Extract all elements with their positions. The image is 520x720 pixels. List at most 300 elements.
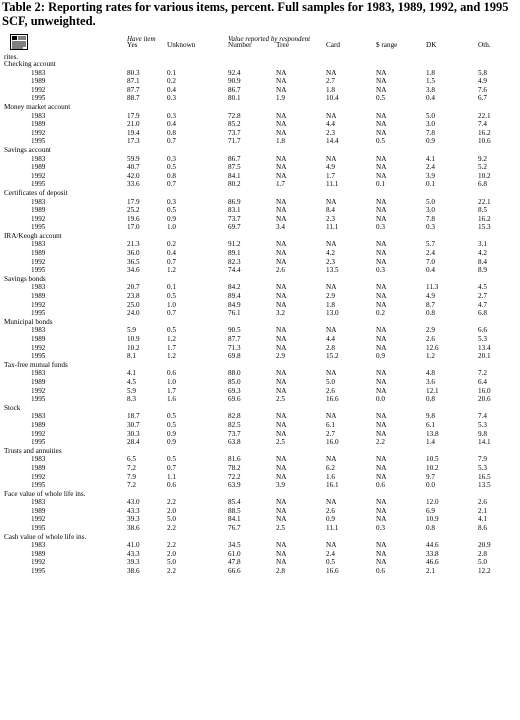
value-cell: 4.1 [127,369,136,378]
value-cell: 11.1 [326,524,339,533]
col-header-other: Oth. [478,41,491,49]
table-row [0,163,520,172]
value-cell: 71.7 [228,137,241,146]
year-cell: 1992 [31,300,46,309]
value-cell: NA [276,472,287,481]
table-row [0,283,520,292]
value-cell: 69.8 [228,352,241,361]
value-cell: 0.7 [167,463,176,472]
table-row [0,515,520,524]
value-cell: 7.6 [478,85,487,94]
table-row [0,481,520,490]
year-cell: 1995 [31,352,46,361]
value-cell: 0.9 [167,429,176,438]
value-cell: 0.3 [376,524,385,533]
table-row [0,309,520,318]
value-cell: 1.7 [326,171,335,180]
value-cell: 4.7 [478,300,487,309]
value-cell: 5.8 [478,68,487,77]
value-cell: 22.1 [478,111,491,120]
value-cell: 87.1 [127,77,140,86]
value-cell: 0.5 [376,94,385,103]
value-cell: 16.5 [478,472,491,481]
value-cell: 13.4 [478,343,491,352]
value-cell: NA [276,377,287,386]
table-row [0,94,520,103]
value-cell: 8.3 [127,395,136,404]
table-row [0,344,520,353]
year-cell: 1989 [31,292,46,301]
value-cell: 47.8 [228,558,241,567]
value-cell: 5.3 [478,463,487,472]
value-cell: NA [276,214,287,223]
value-cell: 4.8 [426,369,435,378]
value-cell: 69.3 [228,386,241,395]
year-cell: 1989 [31,377,46,386]
value-cell: NA [276,429,287,438]
value-cell: 0.6 [376,481,385,490]
value-cell: NA [276,85,287,94]
value-cell: 4.1 [478,515,487,524]
value-cell: 7.2 [478,369,487,378]
value-cell: 2.6 [426,335,435,343]
value-cell: 0.8 [167,128,176,137]
value-cell: 4.9 [478,77,487,86]
value-cell: 0.2 [167,77,176,86]
value-cell: NA [326,283,337,292]
value-cell: 8.9 [478,266,487,275]
value-cell: 10.9 [426,515,439,524]
value-cell: 66.6 [228,567,241,576]
value-cell: 7.0 [426,257,435,266]
value-cell: NA [326,412,337,421]
year-cell: 1983 [31,283,46,292]
value-cell: 0.4 [167,85,176,94]
value-cell: NA [376,326,387,335]
section-label: Savings bonds [4,274,46,283]
value-cell: 43.3 [127,506,140,515]
value-cell: NA [326,240,337,249]
value-cell: NA [376,300,387,309]
value-cell: 3.9 [426,171,435,180]
value-cell: 16.0 [326,438,339,447]
value-cell: NA [276,498,287,507]
value-cell: NA [326,111,337,120]
value-cell: 92.4 [228,68,241,77]
value-cell: 2.7 [326,77,335,86]
value-cell: 61.0 [228,549,241,558]
value-cell: 2.9 [276,352,285,361]
table-row [0,464,520,473]
year-cell: 1983 [31,541,46,550]
value-cell: 2.6 [478,498,487,507]
value-cell: 0.9 [326,515,335,524]
table-row [0,198,520,207]
value-cell: 1.2 [167,335,176,343]
value-cell: 9.8 [478,429,487,438]
table-row [0,524,520,533]
value-cell: 16.1 [326,481,339,490]
table-row [0,378,520,387]
value-cell: 88.0 [228,369,241,378]
value-cell: 6.9 [426,506,435,515]
table-row [0,301,520,310]
value-cell: 0.5 [167,326,176,335]
value-cell: NA [276,335,287,343]
table-row [0,430,520,439]
value-cell: 17.9 [127,111,140,120]
value-cell: 85.2 [228,120,241,129]
value-cell: 10.2 [127,343,140,352]
value-cell: 6.1 [326,420,335,429]
table-row [0,137,520,146]
value-cell: 0.9 [167,214,176,223]
value-cell: 80.2 [228,180,241,189]
value-cell: 4.5 [127,377,136,386]
value-cell: 36.0 [127,249,140,258]
value-cell: 0.8 [167,171,176,180]
value-cell: 69.7 [228,223,241,232]
value-cell: NA [326,541,337,550]
value-cell: 7.2 [127,481,136,490]
value-cell: 86.7 [228,85,241,94]
value-cell: 7.9 [127,472,136,481]
table-row [0,86,520,95]
value-cell: NA [276,558,287,567]
value-cell: 90.5 [228,326,241,335]
value-cell: 0.4 [426,266,435,275]
table-row [0,455,520,464]
value-cell: 1.0 [167,300,176,309]
value-cell: NA [326,455,337,464]
year-cell: 1995 [31,481,46,490]
value-cell: NA [376,197,387,206]
value-cell: 2.9 [426,326,435,335]
year-cell: 1989 [31,120,46,129]
year-cell: 1992 [31,472,46,481]
value-cell: NA [326,369,337,378]
value-cell: 1.6 [167,395,176,404]
value-cell: 40.7 [127,163,140,172]
value-cell: 2.4 [326,549,335,558]
value-cell: 2.4 [426,163,435,172]
value-cell: 2.3 [326,128,335,137]
value-cell: NA [276,77,287,86]
value-cell: 13.8 [426,429,439,438]
value-cell: 1.2 [167,266,176,275]
value-cell: 85.4 [228,498,241,507]
table-row [0,421,520,430]
value-cell: 38.6 [127,524,140,533]
table-row [0,507,520,516]
year-cell: 1995 [31,223,46,232]
col-header-dk: DK [426,41,437,49]
value-cell: NA [376,506,387,515]
value-cell: 2.8 [326,343,335,352]
year-cell: 1995 [31,524,46,533]
section-label: Face value of whole life ins. [4,489,86,498]
value-cell: NA [276,300,287,309]
year-cell: 1989 [31,506,46,515]
value-cell: 11.3 [426,283,439,292]
value-cell: 20.6 [478,395,491,404]
year-cell: 1983 [31,498,46,507]
value-cell: 0.5 [376,137,385,146]
group-value-reported: Value reported by respondent [228,35,311,43]
value-cell: 12.1 [426,386,439,395]
value-cell: 0.3 [167,154,176,163]
value-cell: 21.0 [127,120,140,129]
value-cell: 0.0 [376,395,385,404]
value-cell: 46.6 [426,558,439,567]
value-cell: 39.3 [127,558,140,567]
value-cell: NA [376,472,387,481]
value-cell: 73.7 [228,214,241,223]
value-cell: 10.2 [478,171,491,180]
value-cell: 0.1 [167,283,176,292]
table-row [0,77,520,86]
value-cell: 44.6 [426,541,439,550]
value-cell: NA [276,541,287,550]
value-cell: 2.3 [326,214,335,223]
year-cell: 1992 [31,128,46,137]
value-cell: NA [376,206,387,215]
value-cell: 10.4 [326,94,339,103]
year-cell: 1992 [31,343,46,352]
table-row [0,69,520,78]
year-cell: 1995 [31,395,46,404]
value-cell: 0.6 [167,481,176,490]
value-cell: 16.0 [478,386,491,395]
value-cell: 0.8 [426,524,435,533]
value-cell: 0.9 [167,438,176,447]
table-row [0,215,520,224]
value-cell: 0.3 [376,266,385,275]
value-cell: 20.7 [127,283,140,292]
value-cell: 1.9 [276,94,285,103]
value-cell: 3.9 [276,481,285,490]
value-cell: 0.6 [376,567,385,576]
value-cell: 16.6 [326,395,339,404]
value-cell: 20.1 [478,352,491,361]
value-cell: NA [326,154,337,163]
value-cell: NA [276,111,287,120]
year-cell: 1989 [31,335,46,343]
value-cell: 4.1 [426,154,435,163]
value-cell: 6.8 [478,180,487,189]
value-cell: 25.2 [127,206,140,215]
value-cell: NA [376,463,387,472]
value-cell: 8.6 [478,524,487,533]
value-cell: 0.3 [167,111,176,120]
value-cell: 7.4 [478,412,487,421]
value-cell: 14.1 [478,438,491,447]
value-cell: NA [276,292,287,301]
value-cell: NA [376,455,387,464]
value-cell: 10.6 [478,137,491,146]
value-cell: 36.5 [127,257,140,266]
value-cell: NA [276,420,287,429]
value-cell: 0.1 [167,68,176,77]
value-cell: 2.0 [167,506,176,515]
value-cell: 2.2 [167,524,176,533]
value-cell: NA [376,369,387,378]
value-cell: 0.8 [426,309,435,318]
value-cell: 7.4 [478,120,487,129]
value-cell: 2.6 [326,506,335,515]
value-cell: NA [376,214,387,223]
value-cell: 87.5 [228,163,241,172]
value-cell: 19.6 [127,214,140,223]
value-cell: 63.9 [228,481,241,490]
table-title: Table 2: Reporting rates for various items, percent. Full samples for 1983, 1989, 1992, and 1995 SCF, unweighted. [2,0,509,28]
value-cell: 8.4 [478,257,487,266]
value-cell: 33.8 [426,549,439,558]
value-cell: 0.0 [426,481,435,490]
value-cell: 24.0 [127,309,140,318]
value-cell: 2.4 [426,249,435,258]
value-cell: NA [276,249,287,258]
table-row [0,206,520,215]
value-cell: 1.7 [276,180,285,189]
value-cell: 38.6 [127,567,140,576]
value-cell: 84.1 [228,171,241,180]
value-cell: NA [376,154,387,163]
value-cell: 5.0 [426,111,435,120]
value-cell: 69.6 [228,395,241,404]
value-cell: 0.4 [167,120,176,129]
table-row [0,155,520,164]
value-cell: 2.7 [478,292,487,301]
value-cell: 86.9 [228,197,241,206]
table-row [0,558,520,567]
section-label: Savings account [4,145,51,154]
value-cell: NA [376,85,387,94]
value-cell: 4.4 [326,335,335,343]
value-cell: 5.3 [478,335,487,343]
value-cell: 10.5 [426,455,439,464]
year-cell: 1995 [31,567,46,576]
value-cell: NA [376,515,387,524]
value-cell: 1.8 [326,85,335,94]
value-cell: 0.1 [426,180,435,189]
year-cell: 1995 [31,180,46,189]
value-cell: 10.2 [426,463,439,472]
year-cell: 1983 [31,369,46,378]
value-cell: 41.0 [127,541,140,550]
year-cell: 1995 [31,309,46,318]
value-cell: NA [276,128,287,137]
value-cell: NA [276,197,287,206]
value-cell: NA [376,558,387,567]
value-cell: 2.5 [276,395,285,404]
year-cell: 1983 [31,111,46,120]
value-cell: NA [376,249,387,258]
value-cell: 16.2 [478,128,491,137]
value-cell: 43.3 [127,549,140,558]
value-cell: 3.2 [276,309,285,318]
value-cell: 4.2 [478,249,487,258]
year-cell: 1992 [31,85,46,94]
value-cell: 0.7 [167,309,176,318]
value-cell: 88.7 [127,94,140,103]
value-cell: NA [376,257,387,266]
value-cell: NA [276,283,287,292]
table-row [0,292,520,301]
value-cell: 76.7 [228,524,241,533]
value-cell: 0.5 [167,292,176,301]
table-row [0,412,520,421]
value-cell: 11.1 [326,180,339,189]
value-cell: 0.2 [167,240,176,249]
col-header-card: Card [326,41,340,49]
value-cell: 15.3 [478,223,491,232]
value-cell: 17.9 [127,197,140,206]
value-cell: 0.5 [167,163,176,172]
value-cell: 84.1 [228,515,241,524]
value-cell: 1.6 [326,472,335,481]
table-row [0,129,520,138]
value-cell: 12.2 [478,567,491,576]
value-cell: 1.5 [426,77,435,86]
value-cell: 0.5 [167,206,176,215]
value-cell: 72.8 [228,111,241,120]
table-row [0,567,520,576]
value-cell: 5.0 [478,558,487,567]
value-cell: NA [276,120,287,129]
table-row [0,473,520,482]
value-cell: 63.8 [228,438,241,447]
table-row [0,249,520,258]
value-cell: NA [376,498,387,507]
value-cell: 82.3 [228,257,241,266]
year-cell: 1992 [31,429,46,438]
value-cell: 1.2 [426,352,435,361]
col-header-yes: Yes [127,41,138,49]
value-cell: 23.8 [127,292,140,301]
value-cell: 8.1 [127,352,136,361]
value-cell: 73.7 [228,429,241,438]
value-cell: 13.0 [326,309,339,318]
value-cell: 2.1 [426,567,435,576]
value-cell: 0.6 [167,369,176,378]
table-row [0,172,520,181]
table-row [0,326,520,335]
value-cell: 1.0 [167,223,176,232]
value-cell: 3.0 [426,120,435,129]
value-cell: 82.8 [228,412,241,421]
table-row [0,550,520,559]
value-cell: 1.8 [426,68,435,77]
year-cell: 1995 [31,137,46,146]
year-cell: 1995 [31,438,46,447]
value-cell: 3.4 [276,223,285,232]
value-cell: 0.9 [426,137,435,146]
value-cell: 25.0 [127,300,140,309]
table-row [0,369,520,378]
value-cell: NA [276,386,287,395]
value-cell: 6.7 [478,94,487,103]
year-cell: 1992 [31,257,46,266]
group-have-item: Have item [127,35,156,43]
year-cell: 1983 [31,240,46,249]
value-cell: 9.2 [478,154,487,163]
year-cell: 1983 [31,154,46,163]
value-cell: 72.2 [228,472,241,481]
value-cell: 2.6 [326,386,335,395]
value-cell: 0.8 [426,395,435,404]
value-cell: 0.5 [326,558,335,567]
